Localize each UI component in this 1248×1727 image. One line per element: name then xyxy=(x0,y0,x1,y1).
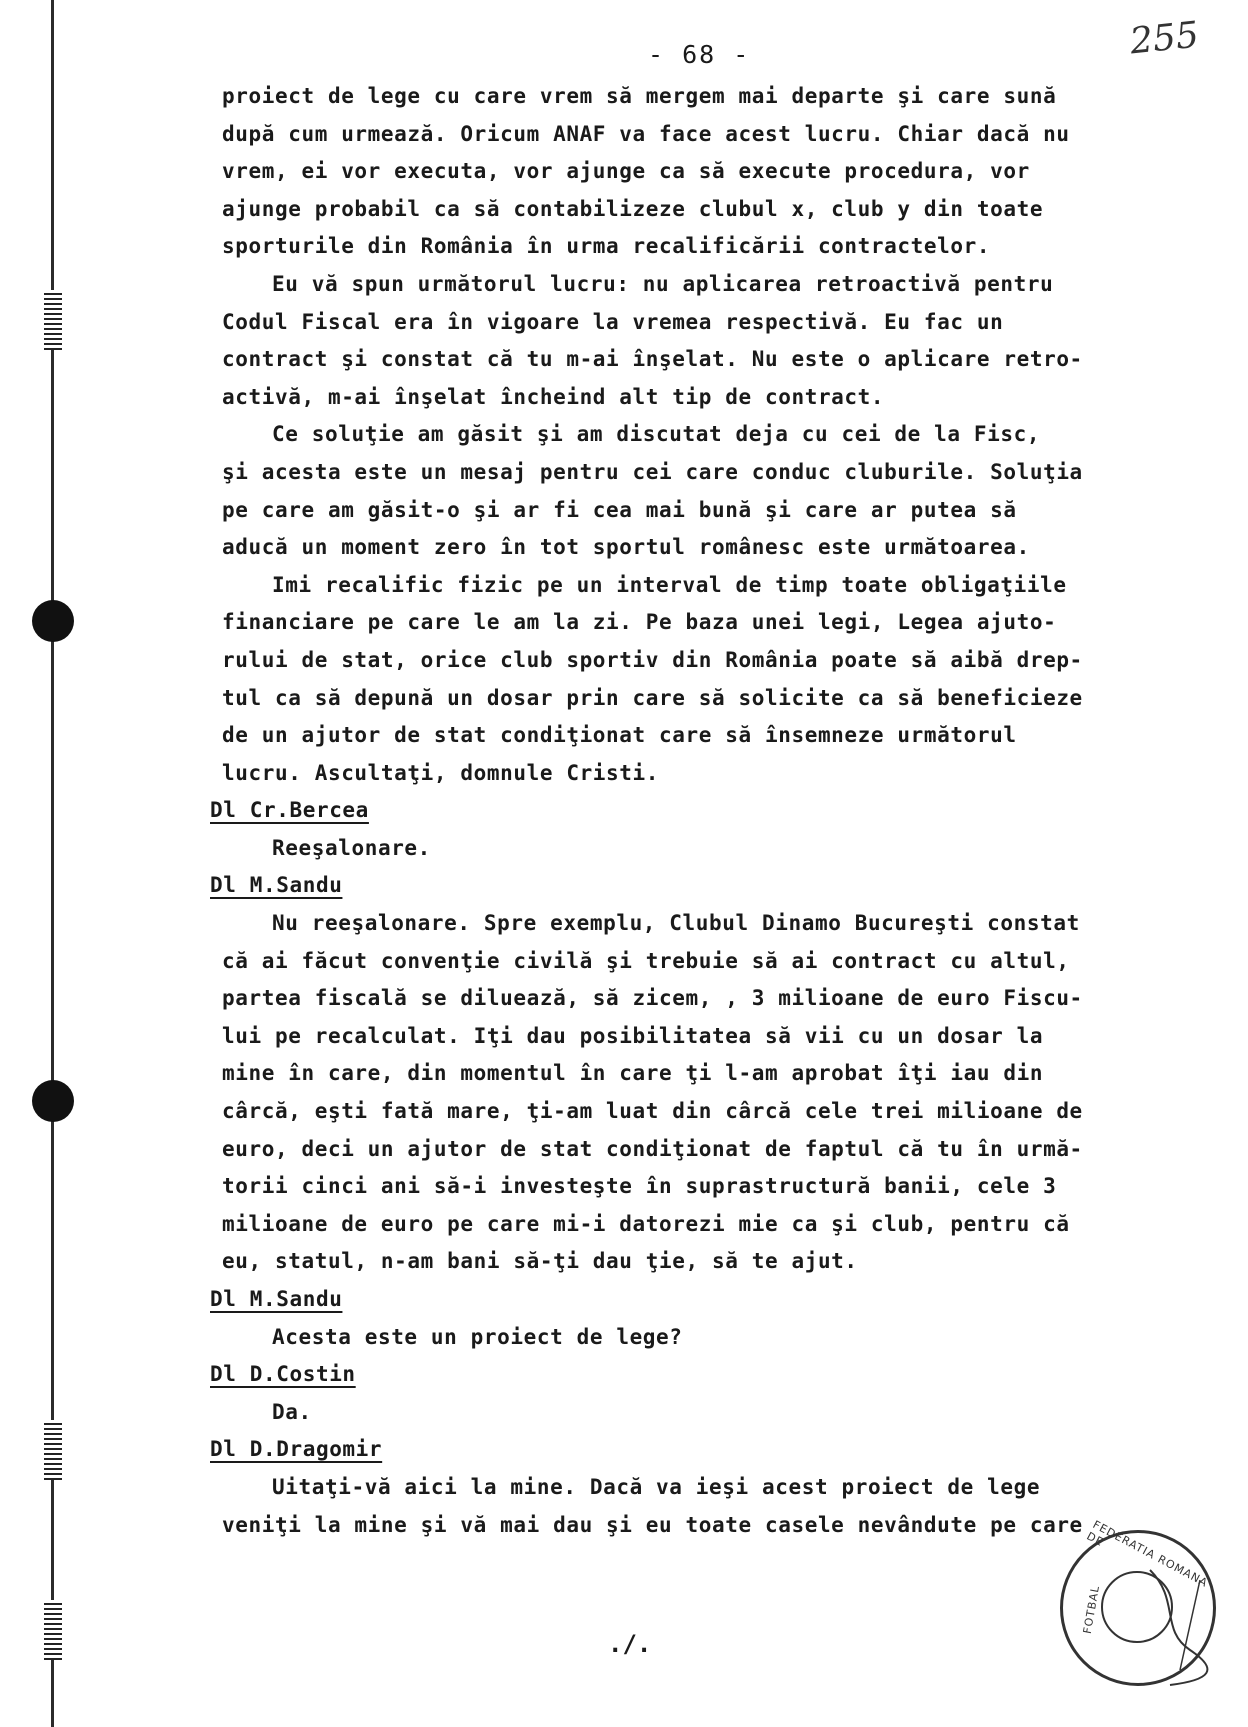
text-line: tul ca să depună un dosar prin care să solicite ca să beneficieze xyxy=(222,685,1083,710)
seal-top-text: FEDERATIA ROMANA DE xyxy=(1084,1518,1211,1590)
text-line: mine în care, din momentul în care ţi l-am aprobat îţi iau din xyxy=(222,1061,1044,1086)
binding-strip xyxy=(44,0,62,1727)
text-line: activă, m-ai înşelat încheind alt tip de contract. xyxy=(222,384,885,409)
text-line: lucru. Ascultaţi, domnule Cristi. xyxy=(222,760,660,785)
seal-side-text: FOTBAL xyxy=(1080,1584,1103,1635)
speaker-label: Dl M.Sandu xyxy=(210,1287,343,1311)
speaker-label: Dl D.Costin xyxy=(210,1362,356,1387)
page-number: - 68 - xyxy=(648,40,751,69)
text-line: şi acesta este un mesaj pentru cei care conduc cluburile. Soluţia xyxy=(222,459,1083,484)
text-line: aducă un moment zero în tot sportul românesc este următoarea. xyxy=(222,535,1030,560)
text-line: că ai făcut convenţie civilă şi trebuie să ai contract cu altul, xyxy=(222,948,1070,973)
text-line: Acesta este un proiect de lege? xyxy=(272,1324,683,1349)
text-line: sporturile din România în urma recalificării contractelor. xyxy=(222,234,991,259)
text-line: Ce soluţie am găsit şi am discutat deja cu cei de la Fisc, xyxy=(272,422,1041,447)
binding-hatch xyxy=(44,1420,62,1480)
binding-hatch xyxy=(44,1600,62,1660)
transcript-body xyxy=(210,78,1212,1544)
text-line: veniţi la mine şi vă mai dau şi eu toate casele nevândute pe care xyxy=(222,1512,1083,1537)
punch-hole xyxy=(32,600,74,642)
continuation-mark: ./. xyxy=(608,1630,652,1658)
text-line: contract şi constat că tu m-ai înşelat. Nu este o aplicare retro- xyxy=(222,347,1083,372)
text-line: proiect de lege cu care vrem să mergem mai departe şi care sună xyxy=(222,84,1057,108)
text-line: vrem, ei vor executa, vor ajunge ca să execute procedura, vor xyxy=(222,159,1030,184)
text-line: financiare pe care le am la zi. Pe baza unei legi, Legea ajuto- xyxy=(222,610,1057,635)
text-line: eu, statul, n-am bani să-ţi dau ţie, să te ajut. xyxy=(222,1249,858,1274)
text-line: de un ajutor de stat condiţionat care să însemneze următorul xyxy=(222,723,1017,748)
text-line: Nu reeşalonare. Spre exemplu, Clubul Dinamo Bucureşti constat xyxy=(272,911,1080,936)
text-line: pe care am găsit-o şi ar fi cea mai bună şi care ar putea să xyxy=(222,497,1017,522)
text-line: Imi recalific fizic pe un interval de timp toate obligaţiile xyxy=(272,572,1067,597)
punch-hole xyxy=(32,1080,74,1122)
text-line: ajunge probabil ca să contabilizeze clubul x, club y din toate xyxy=(222,196,1044,221)
text-line: euro, deci un ajutor de stat condiţionat de faptul că tu în urmă- xyxy=(222,1136,1083,1161)
speaker-label: Dl M.Sandu xyxy=(210,873,343,898)
speaker-label: Dl Cr.Bercea xyxy=(210,798,369,823)
text-line: Uitaţi-vă aici la mine. Dacă va ieşi acest proiect de lege xyxy=(272,1474,1041,1499)
handwritten-signature xyxy=(1140,1560,1220,1690)
folio-number: 255 xyxy=(1128,14,1201,63)
text-line: partea fiscală se diluează, să zicem, , 3 milioane de euro Fiscu- xyxy=(222,986,1083,1011)
binding-hatch xyxy=(44,290,62,350)
text-line: rului de stat, orice club sportiv din România poate să aibă drep- xyxy=(222,647,1083,672)
text-line: Eu vă spun următorul lucru: nu aplicarea retroactivă pentru xyxy=(272,271,1054,296)
text-line: milioane de euro pe care mi-i datorezi mie ca şi club, pentru că xyxy=(222,1211,1070,1236)
text-line: Da. xyxy=(272,1399,312,1424)
text-line: torii cinci ani să-i investeşte în suprastructură banii, cele 3 xyxy=(222,1174,1057,1199)
text-line: cârcă, eşti fată mare, ţi-am luat din cârcă cele trei milioane de xyxy=(222,1099,1083,1124)
speaker-label: Dl D.Dragomir xyxy=(210,1437,383,1462)
text-line: Reeşalonare. xyxy=(272,835,431,860)
text-line: Codul Fiscal era în vigoare la vremea respectivă. Eu fac un xyxy=(222,309,1004,334)
text-line: după cum urmează. Oricum ANAF va face acest lucru. Chiar dacă nu xyxy=(222,121,1070,146)
text-line: lui pe recalculat. Iţi dau posibilitatea să vii cu un dosar la xyxy=(222,1023,1044,1048)
